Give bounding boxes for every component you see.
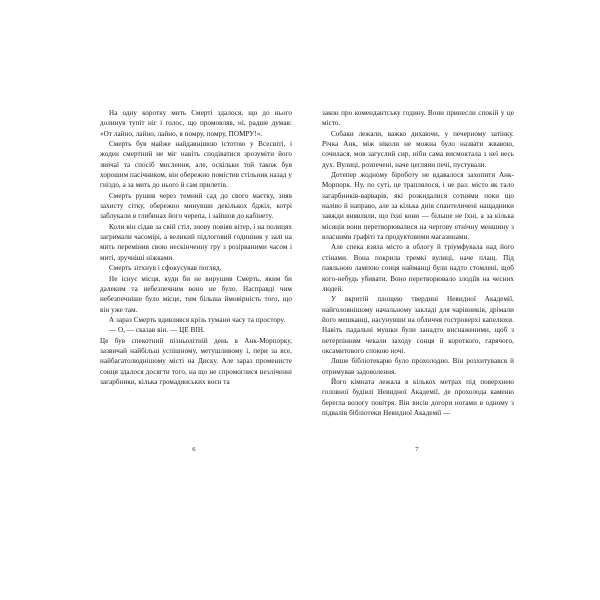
dialogue-line: — О, — сказав він. — ЦЕ ВІН. — [109, 326, 205, 335]
paragraph: закон про комендантську годину. Вони принесли спокій у це місто. — [322, 109, 514, 128]
left-page-text-column — [100, 108, 292, 426]
paragraph: Смерть зітхнув і сфокусував погляд. — [109, 264, 222, 273]
page-number-left: 6 — [192, 446, 196, 453]
paragraph: Дотепер жодному біроботу не вдавалося захопити Анк-Морпорк. Ну, по суті, це траплялося, і не раз: місто як тало загарбників-варварів, які розкидалися сотнями поки що наліво й направо, але за кілька днів спантеличені нащадники завжди виявляли, що їхні кони — більше не їхні, а за кілька місяців вони перетворювалися на чергову етнічну меншину з власними графіті та продуктовими магазинами. — [322, 171, 514, 242]
paragraph: На одну коротку мить Смерті здалося, що до нього долинув тупіт ніг і голос, що промовляв, ні, радше думав: «От лайно, лайно, лайно, я помру, помру, ПОМРУ!». — [100, 109, 292, 138]
left-page — [62, 108, 300, 600]
paragraph: Собаки лежали, важко дихаючи, у печерному затінку. Річка Анк, між ніколи не можна було назвати жвавою, сочилася, мов загуслий сир, ніби сама висмоктала з неї весь дух. Вулиці, розпечені, наче цегляни печі, пустували. — [322, 129, 514, 169]
paragraph: У вкритій площею твердині Невидної Академії, найголовнішому начальному закладі для чарівників, дрімали його мешканці, насунувши на обличчя гостроверхі капелюхи. Навіть падальні мушки були занадто виснаженими, щоб з нетерпінням чекали заходу сонця й короткого, гарячого, оксамитового спокою ночі. — [322, 295, 514, 355]
paragraph: Коли він сідав за свій стіл, знову повіяв вітер, і на полицях загримали часомірі, а великий підлоговий годинник у залі на мить перемінив свою нескінченну гру з розірваними часом і миті, зручніші ніжками. — [100, 222, 292, 262]
paragraph: Його кімната лежала в кількох метрах під поверхнею головної будівлі Невидної Академії, де прохолода каменю берегла вологу повітря. Він висів догори ногами в одному з підвалів бібліотеки Невидної Академії — — [322, 377, 514, 417]
paragraph: Але спека взяла місто в облогу й тріумфувала над його стінами. Вона покрила тремкі вулиці, наче плащ. Під паяльною лампою сонця найманці були надто стомлені, щоб кого-небудь убивати. Воно перетворювало злодіїв на чесних людей. — [322, 243, 514, 293]
right-page-text-column — [322, 108, 514, 426]
paragraph: А зараз Смерть вдивлявся крізь тумани часу та простору. — [109, 315, 286, 324]
paragraph: Це був спекотний пізньолітній день в Анк-Морпорку, зазвичай найбільш успішному, метушливому і, пери за все, найбагатолюднішому місті на Диску. Але зараз променисте сонця здалося досягти того, на що не спромоглися незліченні загарбники, кілька громадянських воєн та — [100, 336, 292, 386]
paragraph: Смерть був майже найдавнішою істотою у Всесвіті, і жоден смертний не міг навіть сподіватися зрозуміти його звичаї та спосіб мислення, але, оскільки той також був хорошим пасічником, він обережно помістив стільник назад у гніздо, а за мить до нього й сам прилетів. — [100, 140, 292, 190]
page-number-right: 7 — [415, 446, 419, 453]
right-page — [300, 108, 538, 600]
paragraph: Лише бібліотекарю було прохолодно. Він розхитувався й отримував задоволення. — [322, 357, 514, 376]
paragraph: Смерть рушив через темний сад до свого маєтку, зняв захисту сітку, обережно минувши декількох бджіл, котрі заблукали в глибинах його черепа, і зайшов до кабінету. — [100, 191, 292, 221]
paragraph: Не існує місця, куди би не вирушив Смерть, яким би далеким та небезпечним воно не було. Насправді чим небезпечніше було місце, тим більша ймовірність того, що він уже там. — [100, 274, 292, 314]
